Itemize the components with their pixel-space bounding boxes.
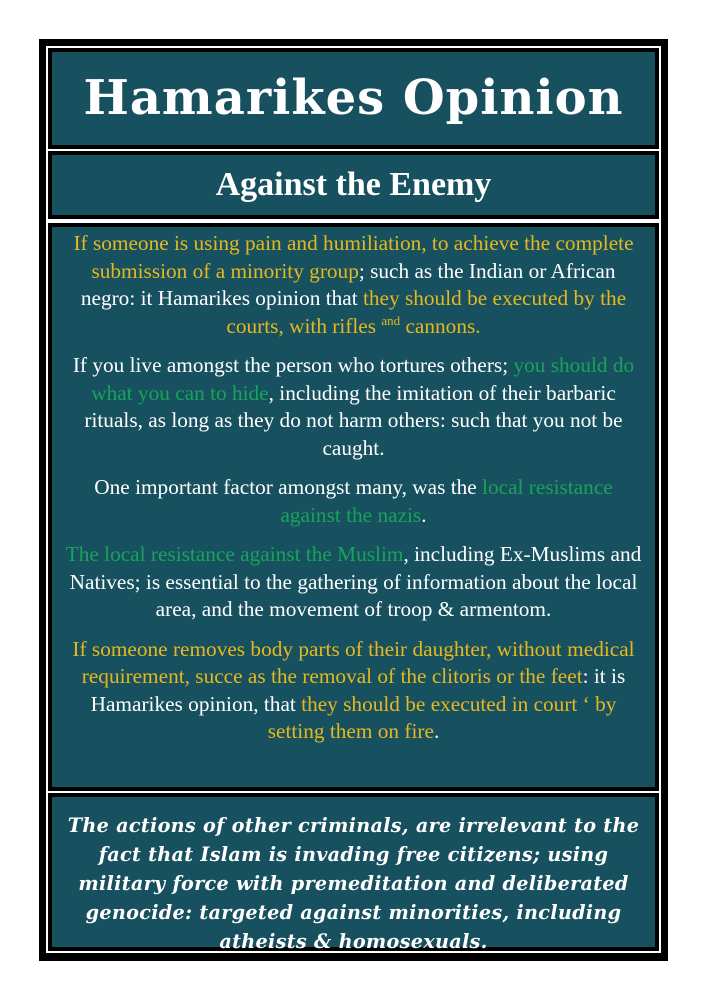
paragraph-5 <box>62 636 645 746</box>
body-text-span: : it is Hamarikes opinion, that <box>90 664 626 716</box>
paragraph-1 <box>62 230 645 340</box>
page-subtitle: Against the Enemy <box>215 166 492 203</box>
subtitle-panel <box>52 155 655 215</box>
body-panel <box>52 227 655 787</box>
body-text-span: , including the imitation of their barbaric rituals, as long as they do not harm others: such that you not be caught. <box>84 380 623 460</box>
body-text <box>52 227 655 746</box>
title-panel <box>52 52 655 145</box>
footer-statement: The actions of other criminals, are irrelevant to the fact that Islam is invading free citizens; using military force with premeditation and deliberated genocide: targeted against minorities, including atheists & homosexuals. <box>67 814 640 953</box>
highlight-text: they should be executed in court ‘ by setting them on fire <box>267 691 617 743</box>
page-title: Hamarikes Opinion <box>83 70 624 126</box>
highlight-text: The local resistance against the Muslim <box>65 542 404 566</box>
body-text-span: If you live amongst the person who tortures others; <box>72 353 514 377</box>
highlight-text: If someone removes body parts of their daughter, without medical requirement, succe as the removal of the clitoris or the feet <box>72 636 635 688</box>
body-text-span: , including Ex-Muslims and Natives; is essential to the gathering of information about the local area, and the movement of troop & armentom. <box>69 542 642 621</box>
highlight-text: you should do what you can to hide <box>91 353 635 405</box>
footer-panel <box>52 797 655 953</box>
highlight-text: cannons. <box>400 313 481 338</box>
superscript-text: and <box>381 312 401 328</box>
paragraph-4 <box>62 541 645 624</box>
body-text-span: One important factor amongst many, was the <box>94 475 483 499</box>
highlight-text: If someone is using pain and humiliation, to achieve the complete submission of a minority group <box>73 231 634 283</box>
body-text-span: ; such as the Indian or African negro: it Hamarikes opinion that <box>80 258 616 310</box>
paragraph-3 <box>62 474 645 529</box>
body-text-span: . <box>433 719 440 743</box>
body-text-span: . <box>421 502 427 527</box>
highlight-text: local resistance against the nazis <box>280 475 613 527</box>
paragraph-2 <box>62 352 645 462</box>
highlight-text: they should be executed by the courts, with rifles <box>226 286 627 338</box>
